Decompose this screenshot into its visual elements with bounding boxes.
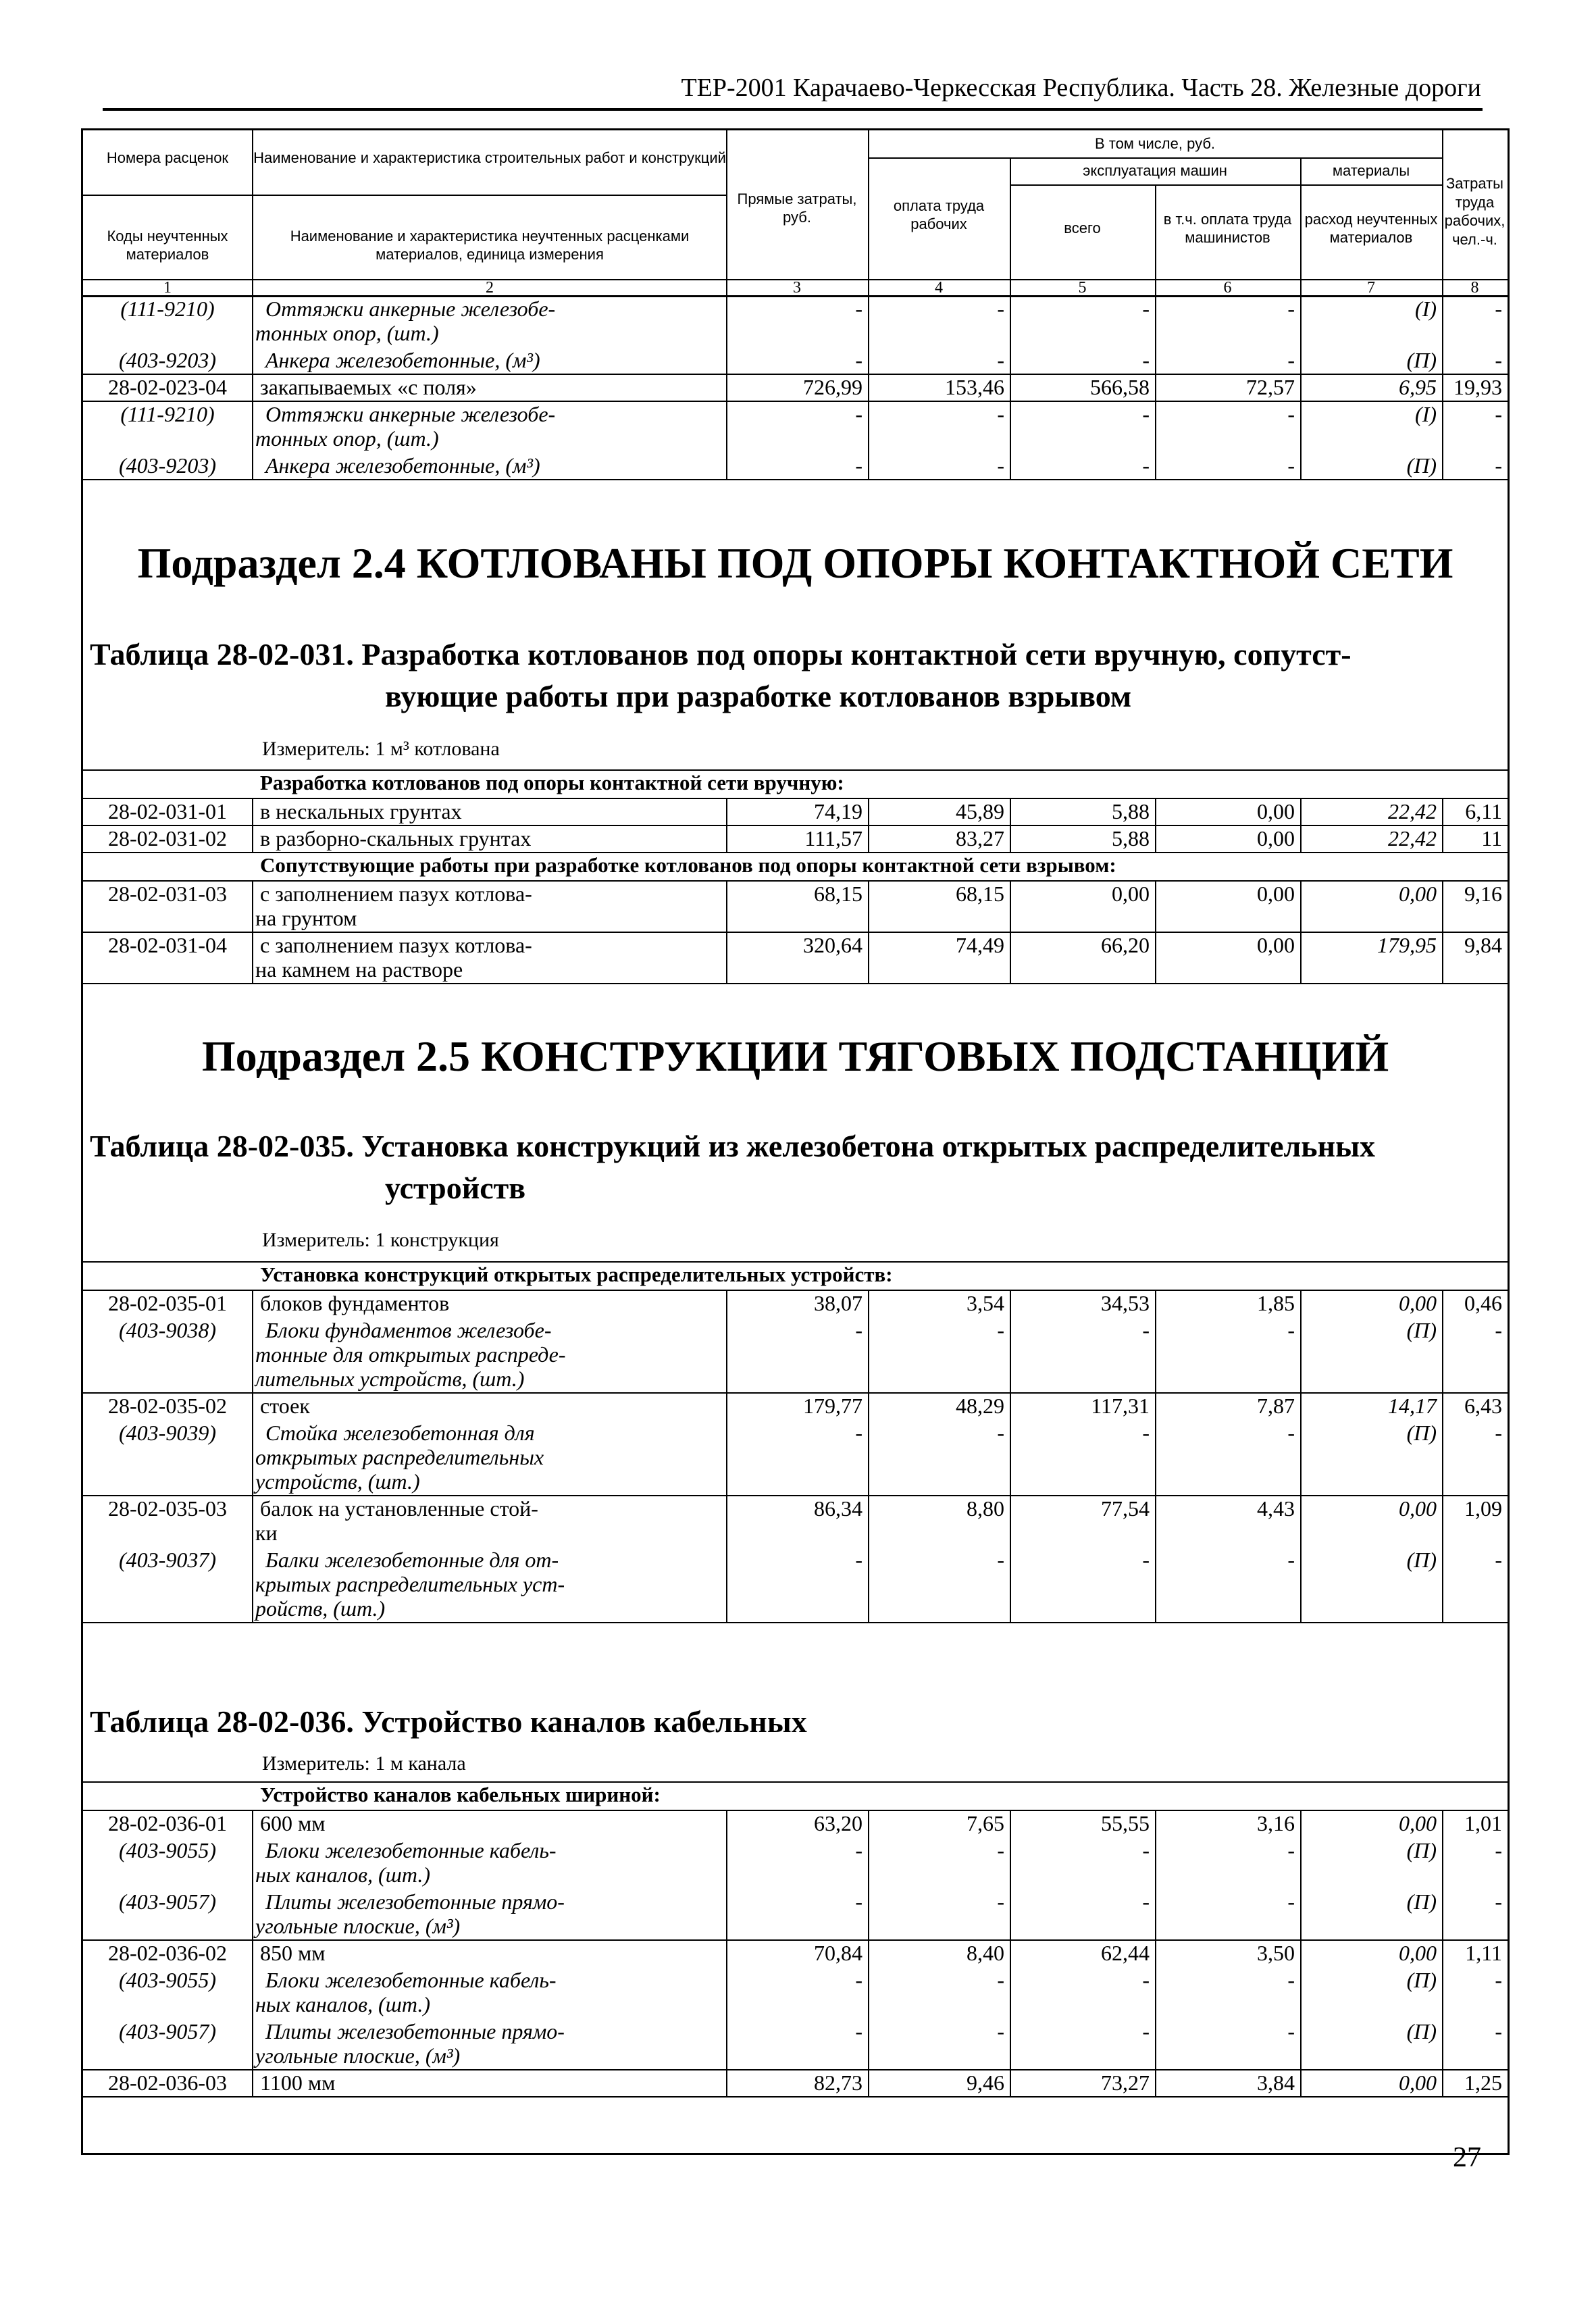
table-031-title-line1: Таблица 28-02-031. Разработка котлованов под опоры контактной сети вручную, сопутст-	[90, 637, 1352, 671]
row-value-col7: 22,42	[1388, 826, 1437, 850]
table-row	[83, 1419, 1508, 1495]
row-value-col4: 8,40	[967, 1941, 1004, 1965]
row-code: 28-02-031-01	[108, 799, 227, 823]
row-name: блоков фундаментов	[260, 1291, 450, 1315]
row-value-col7: 0,00	[1399, 1811, 1437, 1835]
row-value-col8: -	[1495, 1889, 1502, 1914]
row-name: 850 мм	[260, 1941, 326, 1965]
row-value-col8: 1,09	[1464, 1496, 1502, 1521]
row-name: в разборно-скальных грунтах	[260, 826, 532, 850]
table-row	[83, 1290, 1508, 1317]
col-num-1: 1	[163, 279, 172, 297]
row-value-col8: -	[1495, 453, 1502, 478]
row-value-col3: -	[855, 1318, 863, 1342]
table-031-subheading-1: Разработка котлованов под опоры контактной сети вручную:	[260, 771, 844, 794]
row-code: (111-9210)	[120, 402, 215, 426]
row-value-col3: 726,99	[803, 375, 863, 399]
row-value-col7: (П)	[1406, 1548, 1437, 1572]
col2-bottom-label: Наименование и характеристика неучтенных расценками материалов, единица измерения	[290, 227, 690, 263]
row-name-continued: устройств, (шт.)	[255, 1469, 420, 1494]
table-row	[83, 295, 1508, 347]
row-value-col3: 179,77	[803, 1394, 863, 1418]
col7-label: расход неучтенных материалов	[1304, 210, 1438, 246]
table-031-measure: Измеритель: 1 м³ котлована	[262, 738, 500, 760]
row-value-col8: 9,16	[1464, 882, 1502, 906]
row-value-col7: 22,42	[1388, 799, 1437, 823]
col-num-5: 5	[1078, 279, 1087, 297]
row-value-col4: -	[997, 2019, 1004, 2043]
row-name: Плиты железобетонные прямо-	[265, 2019, 565, 2043]
row-value-col4: -	[997, 1318, 1004, 1342]
row-code: 28-02-036-03	[108, 2070, 227, 2095]
row-name: Анкера железобетонные, (м³)	[265, 348, 540, 372]
row-value-col3: 70,84	[814, 1941, 863, 1965]
row-code: 28-02-031-04	[108, 933, 227, 957]
row-name: Стойка железобетонная для	[265, 1421, 535, 1445]
table-031-title-line2: вующие работы при разработке котлованов взрывом	[385, 679, 1132, 713]
materials-group-label: материалы	[1332, 162, 1410, 180]
row-value-col3: -	[855, 297, 863, 321]
table-035-title-line1: Таблица 28-02-035. Установка конструкций из железобетона открытых распределительных	[90, 1129, 1376, 1163]
row-value-col4: -	[997, 1968, 1004, 1992]
row-value-col8: -	[1495, 1968, 1502, 1992]
row-value-col7: 0,00	[1399, 1496, 1437, 1521]
row-name-continued: тонных опор, (шт.)	[255, 321, 439, 345]
machines-group-label: эксплуатация машин	[1083, 162, 1227, 180]
row-name: закапываемых «с поля»	[260, 375, 477, 399]
row-name: Плиты железобетонные прямо-	[265, 1889, 565, 1914]
row-value-col6: -	[1287, 1838, 1295, 1862]
row-value-col4: -	[997, 453, 1004, 478]
row-name: Оттяжки анкерные железобе-	[265, 402, 556, 426]
row-value-col8: -	[1495, 402, 1502, 426]
row-value-col8: 1,25	[1464, 2070, 1502, 2095]
row-value-col6: -	[1287, 297, 1295, 321]
table-row	[83, 825, 1508, 852]
row-name-continued: ки	[255, 1521, 278, 1545]
table-row	[83, 374, 1508, 401]
row-value-col5: -	[1142, 1421, 1150, 1445]
row-name: Оттяжки анкерные железобе-	[265, 297, 556, 321]
row-value-col3: -	[855, 402, 863, 426]
row-name: с заполнением пазух котлова-	[260, 882, 532, 906]
row-value-col8: 6,11	[1465, 799, 1502, 823]
row-value-col8: -	[1495, 2019, 1502, 2043]
section-2-4-title: Подраздел 2.4 КОТЛОВАНЫ ПОД ОПОРЫ КОНТАКТНОЙ СЕТИ	[137, 539, 1453, 587]
table-row	[83, 1317, 1508, 1392]
row-value-col6: 3,84	[1257, 2070, 1295, 2095]
table-row	[83, 1837, 1508, 1888]
row-value-col8: -	[1495, 348, 1502, 372]
running-header: ТЕР-2001 Карачаево-Черкесская Республика. Часть 28. Железные дороги	[681, 74, 1481, 102]
row-code: 28-02-036-01	[108, 1811, 227, 1835]
row-name-continued: угольные плоские, (м³)	[255, 2043, 461, 2068]
row-value-col7: (П)	[1406, 348, 1437, 372]
row-value-col3: 320,64	[803, 933, 863, 957]
row-name-continued: ных каналов, (шт.)	[255, 1862, 430, 1887]
document-body	[81, 295, 1510, 2155]
col-num-3: 3	[793, 279, 801, 297]
col5-label: всего	[1064, 220, 1101, 237]
row-name-continued: на грунтом	[255, 906, 357, 930]
row-code: 28-02-031-02	[108, 826, 227, 850]
row-value-col7: 6,95	[1399, 375, 1437, 399]
row-value-col5: 55,55	[1101, 1811, 1150, 1835]
page-number: 27	[1453, 2142, 1481, 2173]
col3-label: Прямые затраты, руб.	[737, 190, 857, 226]
row-value-col7: 0,00	[1399, 1941, 1437, 1965]
row-value-col7: 0,00	[1399, 882, 1437, 906]
row-code: (403-9055)	[119, 1968, 216, 1992]
table-035-subheading: Установка конструкций открытых распределительных устройств:	[260, 1263, 893, 1286]
row-value-col7: (П)	[1406, 1968, 1437, 1992]
row-name: Блоки железобетонные кабель-	[265, 1838, 557, 1862]
row-value-col5: 5,88	[1112, 799, 1150, 823]
table-row	[83, 2018, 1508, 2069]
row-value-col5: -	[1142, 1968, 1150, 1992]
row-value-col3: -	[855, 2019, 863, 2043]
row-value-col3: -	[855, 1889, 863, 1914]
row-value-col6: 3,50	[1257, 1941, 1295, 1965]
row-name-continued: лительных устройств, (шт.)	[255, 1367, 525, 1391]
row-value-col5: -	[1142, 453, 1150, 478]
row-value-col6: -	[1287, 348, 1295, 372]
table-row	[83, 1392, 1508, 1419]
table-header	[81, 128, 1510, 297]
col8-label: Затраты труда рабочих, чел.-ч.	[1444, 175, 1505, 248]
table-row	[83, 452, 1508, 479]
row-value-col6: 4,43	[1257, 1496, 1295, 1521]
row-value-col6: 7,87	[1257, 1394, 1295, 1418]
row-value-col3: 74,19	[814, 799, 863, 823]
col-num-8: 8	[1470, 279, 1479, 297]
row-code: 28-02-023-04	[108, 375, 227, 399]
row-name-continued: открытых распределительных	[255, 1445, 544, 1469]
row-code: (403-9057)	[119, 2019, 216, 2043]
row-value-col5: -	[1142, 402, 1150, 426]
row-code: (403-9037)	[119, 1548, 216, 1572]
table-row	[83, 932, 1508, 983]
row-value-col5: -	[1142, 1318, 1150, 1342]
row-value-col5: -	[1142, 348, 1150, 372]
row-name: балок на установленные стой-	[260, 1496, 538, 1521]
row-name: Блоки фундаментов железобе-	[265, 1318, 552, 1342]
table-035-title-line2: устройств	[385, 1171, 526, 1205]
table-036-title: Таблица 28-02-036. Устройство каналов кабельных	[90, 1704, 807, 1739]
col4-label: оплата труда рабочих	[893, 197, 985, 232]
row-value-col3: -	[855, 453, 863, 478]
table-row	[83, 347, 1508, 374]
table-row	[83, 1966, 1508, 2018]
row-code: 28-02-035-03	[108, 1496, 227, 1521]
row-value-col4: -	[997, 297, 1004, 321]
row-name: Блоки железобетонные кабель-	[265, 1968, 557, 1992]
row-value-col7: (I)	[1415, 297, 1437, 321]
row-value-col7: (П)	[1406, 1889, 1437, 1914]
row-value-col4: 45,89	[956, 799, 1004, 823]
row-value-col8: -	[1495, 297, 1502, 321]
section-2-5-title: Подраздел 2.5 КОНСТРУКЦИИ ТЯГОВЫХ ПОДСТАНЦИЙ	[201, 1032, 1389, 1080]
row-value-col7: (I)	[1415, 402, 1437, 426]
row-value-col6: -	[1287, 453, 1295, 478]
col-num-4: 4	[935, 279, 943, 297]
row-value-col8: 9,84	[1464, 933, 1502, 957]
row-value-col5: -	[1142, 2019, 1150, 2043]
row-value-col3: -	[855, 1968, 863, 1992]
row-value-col7: (П)	[1406, 453, 1437, 478]
row-value-col5: 34,53	[1101, 1291, 1150, 1315]
table-036-measure: Измеритель: 1 м канала	[262, 1752, 466, 1775]
table-row	[83, 1495, 1508, 1546]
row-value-col4: -	[997, 1838, 1004, 1862]
row-value-col5: 0,00	[1112, 882, 1150, 906]
table-031-subheading-2: Сопутствующие работы при разработке котлованов под опоры контактной сети взрывом:	[260, 853, 1116, 877]
row-value-col8: -	[1495, 1838, 1502, 1862]
row-value-col6: 0,00	[1257, 826, 1295, 850]
row-value-col3: -	[855, 1548, 863, 1572]
row-value-col6: 0,00	[1257, 882, 1295, 906]
row-name: в нескальных грунтах	[260, 799, 462, 823]
col-num-2: 2	[486, 279, 494, 297]
row-name-continued: ройств, (шт.)	[255, 1596, 386, 1621]
row-value-col8: 19,93	[1453, 375, 1502, 399]
row-value-col5: -	[1142, 1548, 1150, 1572]
row-value-col8: -	[1495, 1421, 1502, 1445]
header-rule	[103, 108, 1483, 111]
row-value-col5: 62,44	[1101, 1941, 1150, 1965]
col1-top-label: Номера расценок	[106, 149, 229, 167]
row-value-col4: 83,27	[956, 826, 1004, 850]
row-value-col6: 1,85	[1257, 1291, 1295, 1315]
row-value-col5: -	[1142, 1889, 1150, 1914]
col-num-6: 6	[1223, 279, 1232, 297]
row-value-col7: 0,00	[1399, 2070, 1437, 2095]
row-value-col6: -	[1287, 1889, 1295, 1914]
row-code: 28-02-036-02	[108, 1941, 227, 1965]
row-name: 600 мм	[260, 1811, 326, 1835]
row-value-col8: 11	[1481, 826, 1502, 850]
row-value-col5: 5,88	[1112, 826, 1150, 850]
row-value-col8: 6,43	[1464, 1394, 1502, 1418]
row-code: 28-02-035-02	[108, 1394, 227, 1418]
row-value-col5: -	[1142, 1838, 1150, 1862]
row-name-continued: на камнем на растворе	[255, 957, 463, 982]
row-name: с заполнением пазух котлова-	[260, 933, 532, 957]
row-name-continued: тонные для открытых распреде-	[255, 1342, 566, 1367]
row-value-col8: 0,46	[1464, 1291, 1502, 1315]
row-code: (403-9203)	[119, 453, 216, 478]
row-value-col4: 9,46	[967, 2070, 1004, 2095]
table-row	[83, 1546, 1508, 1622]
row-value-col3: -	[855, 348, 863, 372]
row-value-col4: 8,80	[967, 1496, 1004, 1521]
row-value-col3: 111,57	[804, 826, 863, 850]
row-value-col6: 0,00	[1257, 933, 1295, 957]
row-value-col4: -	[997, 402, 1004, 426]
row-value-col3: 86,34	[814, 1496, 863, 1521]
table-row	[83, 401, 1508, 452]
col-num-7: 7	[1367, 279, 1375, 297]
row-value-col7: (П)	[1406, 1421, 1437, 1445]
row-name: стоек	[260, 1394, 310, 1418]
row-code: (403-9057)	[119, 1889, 216, 1914]
row-name: Балки железобетонные для от-	[265, 1548, 559, 1572]
row-value-col6: -	[1287, 1421, 1295, 1445]
row-value-col4: 153,46	[945, 375, 1004, 399]
row-value-col4: -	[997, 1548, 1004, 1572]
row-value-col6: 0,00	[1257, 799, 1295, 823]
row-name: 1100 мм	[260, 2070, 336, 2095]
col1-bottom-label: Коды неучтенных материалов	[107, 227, 228, 263]
row-code: (403-9039)	[119, 1421, 216, 1445]
row-value-col5: 73,27	[1101, 2070, 1150, 2095]
row-value-col6: -	[1287, 1548, 1295, 1572]
row-code: (403-9038)	[119, 1318, 216, 1342]
row-value-col6: -	[1287, 1968, 1295, 1992]
row-value-col5: 77,54	[1101, 1496, 1150, 1521]
table-row	[83, 2069, 1508, 2096]
row-value-col6: 72,57	[1246, 375, 1295, 399]
group-label: В том числе, руб.	[1094, 135, 1216, 153]
row-value-col7: 179,95	[1377, 933, 1437, 957]
row-value-col5: -	[1142, 297, 1150, 321]
table-row	[83, 1888, 1508, 1939]
table-035-measure: Измеритель: 1 конструкция	[262, 1229, 499, 1251]
col2-top-label: Наименование и характеристика строительных работ и конструкций	[253, 149, 726, 167]
row-value-col3: -	[855, 1838, 863, 1862]
table-036-subheading: Устройство каналов кабельных шириной:	[260, 1783, 661, 1806]
row-value-col4: 74,49	[956, 933, 1004, 957]
row-value-col7: 0,00	[1399, 1291, 1437, 1315]
row-value-col4: -	[997, 1421, 1004, 1445]
row-value-col4: -	[997, 348, 1004, 372]
row-code: (403-9055)	[119, 1838, 216, 1862]
col6-label: в т.ч. оплата труда машинистов	[1163, 210, 1292, 246]
row-value-col6: -	[1287, 1318, 1295, 1342]
row-value-col6: -	[1287, 2019, 1295, 2043]
row-value-col7: 14,17	[1388, 1394, 1437, 1418]
row-name-continued: тонных опор, (шт.)	[255, 426, 439, 451]
row-name: Анкера железобетонные, (м³)	[265, 453, 540, 478]
row-value-col7: (П)	[1406, 2019, 1437, 2043]
table-row	[83, 798, 1508, 825]
row-name-continued: ных каналов, (шт.)	[255, 1992, 430, 2016]
row-code: 28-02-031-03	[108, 882, 227, 906]
row-value-col3: 63,20	[814, 1811, 863, 1835]
row-value-col8: -	[1495, 1548, 1502, 1572]
row-value-col4: -	[997, 1889, 1004, 1914]
row-value-col4: 68,15	[956, 882, 1004, 906]
row-value-col4: 48,29	[956, 1394, 1004, 1418]
row-code: 28-02-035-01	[108, 1291, 227, 1315]
row-value-col3: 68,15	[814, 882, 863, 906]
row-value-col4: 3,54	[967, 1291, 1004, 1315]
row-name-continued: крытых распределительных уст-	[255, 1572, 565, 1596]
row-value-col8: 1,01	[1464, 1811, 1502, 1835]
row-name-continued: угольные плоские, (м³)	[255, 1914, 461, 1938]
row-code: (403-9203)	[119, 348, 216, 372]
table-row	[83, 1939, 1508, 1966]
row-value-col7: (П)	[1406, 1838, 1437, 1862]
row-code: (111-9210)	[120, 297, 215, 321]
table-row	[83, 880, 1508, 932]
row-value-col3: 38,07	[814, 1291, 863, 1315]
row-value-col8: -	[1495, 1318, 1502, 1342]
row-value-col4: 7,65	[967, 1811, 1004, 1835]
row-value-col3: -	[855, 1421, 863, 1445]
row-value-col6: 3,16	[1257, 1811, 1295, 1835]
row-value-col5: 66,20	[1101, 933, 1150, 957]
row-value-col6: -	[1287, 402, 1295, 426]
row-value-col5: 566,58	[1090, 375, 1150, 399]
table-row	[83, 1810, 1508, 1837]
row-value-col8: 1,11	[1465, 1941, 1502, 1965]
row-value-col7: (П)	[1406, 1318, 1437, 1342]
row-value-col3: 82,73	[814, 2070, 863, 2095]
row-value-col5: 117,31	[1091, 1394, 1150, 1418]
